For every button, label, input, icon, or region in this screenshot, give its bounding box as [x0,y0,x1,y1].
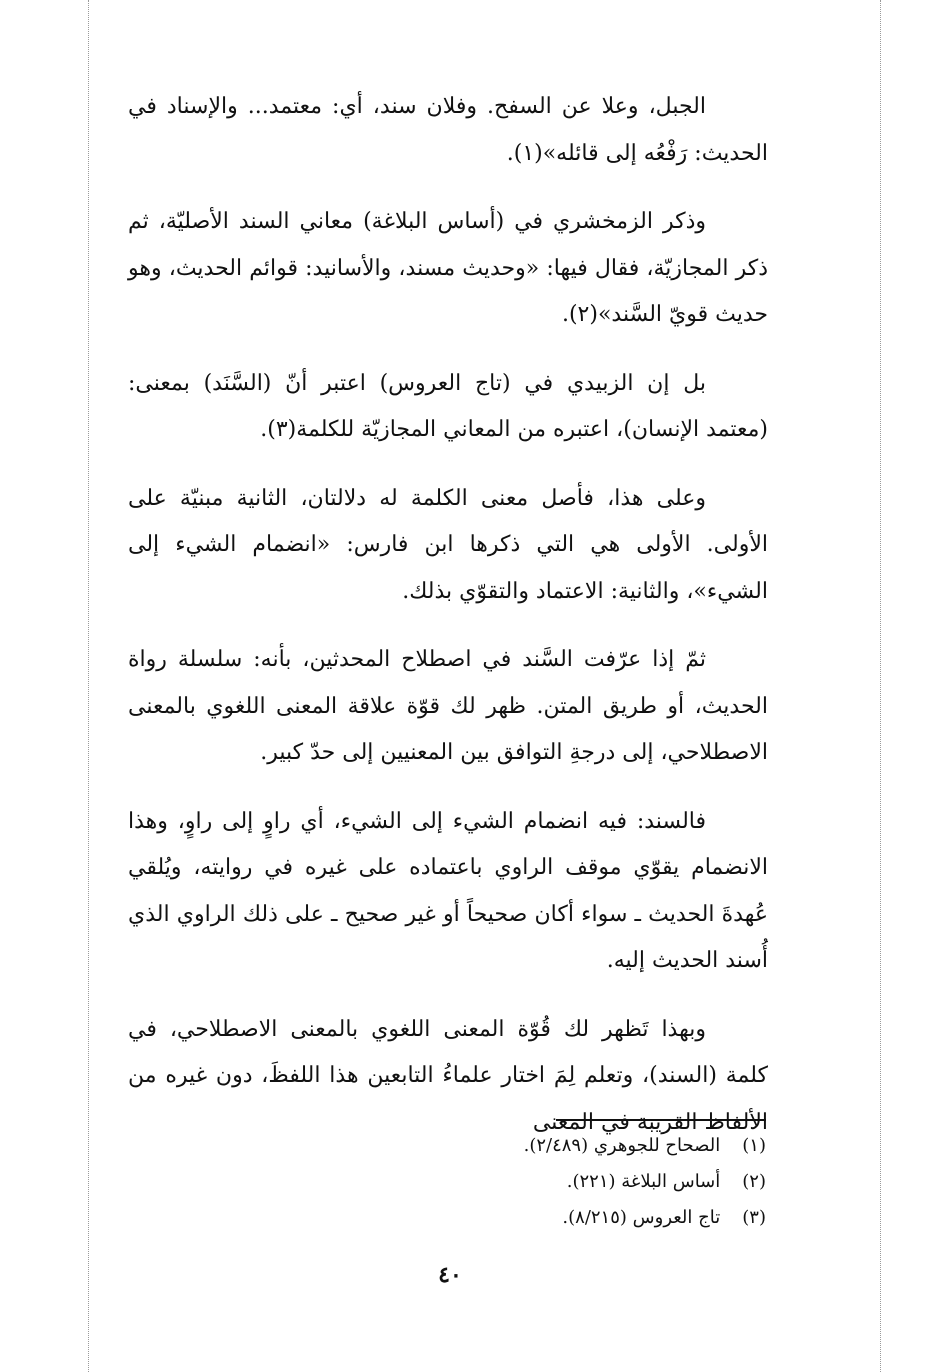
paragraph-3: بل إن الزبيدي في (تاج العروس) اعتبر أنّ (السَّنَد) بمعنى: (معتمد الإنسان)، اعتبره من المعاني المجازيّة للكلمة(٣). [128,370,768,442]
paragraph-1: الجبل، وعلا عن السفح. وفلان سند، أي: معتمد... والإسناد في الحديث: رَفْعُه إلى قائله»(١). [128,94,768,166]
footnote-2 [300,1164,766,1200]
paragraph-6: فالسند: فيه انضمام الشيء إلى الشيء، أي راوٍ إلى راوٍ، وهذا الانضمام يقوّي موقف الراوي باعتماده على غيره في روايته، ويُلقي عُهدةَ الحديث ـ سواء أكان صحيحاً أو غير صحيح ـ على ذلك الراوي الذي أُسند الحديث إليه. [128,808,768,973]
paragraph-4: وعلى هذا، فأصل معنى الكلمة له دلالتان، الثانية مبنيّة على الأولى. الأولى هي التي ذكرها ابن فارس: «انضمام الشيء إلى الشيء»، والثانية: الاعتماد والتقوّي بذلك. [128,485,768,604]
left-margin-guide [88,0,89,1372]
paragraph-5: ثمّ إذا عرّفت السَّند في اصطلاح المحدثين، بأنه: سلسلة رواة الحديث، أو طريق المتن. ظهر لك قوّة علاقة المعنى اللغوي بالمعنى الاصطلاحي، إلى درجةِ التوافق بين المعنيين إلى حدّ كبير. [128,647,768,765]
footnote-text: الصحاح للجوهري (٢/٤٨٩). [523,1135,721,1156]
paragraph-7: وبهذا تَظهر لك قُوّة المعنى اللغوي بالمعنى الاصطلاحي، في كلمة (السند)، وتعلم لِمَ اختار علماءُ التابعين هذا اللفظَ، دون غيره من الألفاظ القريبة في المعنى [128,1016,768,1135]
footnote-3 [300,1200,766,1236]
main-text [128,84,768,1168]
footnotes [300,1128,766,1236]
footnote-number: (٣) [742,1207,766,1228]
paragraph-2: وذكر الزمخشري في (أساس البلاغة) معاني السند الأصليّة، ثم ذكر المجازيّة، فقال فيها: «وحديث مسند، والأسانيد: قوائم الحديث، وهو حديث قويّ السَّند»(٢). [128,209,768,327]
footnote-text: تاج العروس (٨/٢١٥). [562,1207,721,1228]
footnote-number: (١) [742,1135,766,1156]
footnote-divider [556,1119,766,1121]
footnote-text: أساس البلاغة (٢٢١). [566,1171,721,1192]
footnote-1 [300,1128,766,1164]
page-number: ٤٠ [438,1262,462,1288]
right-margin-guide [880,0,881,1372]
footnote-number: (٢) [742,1171,766,1192]
